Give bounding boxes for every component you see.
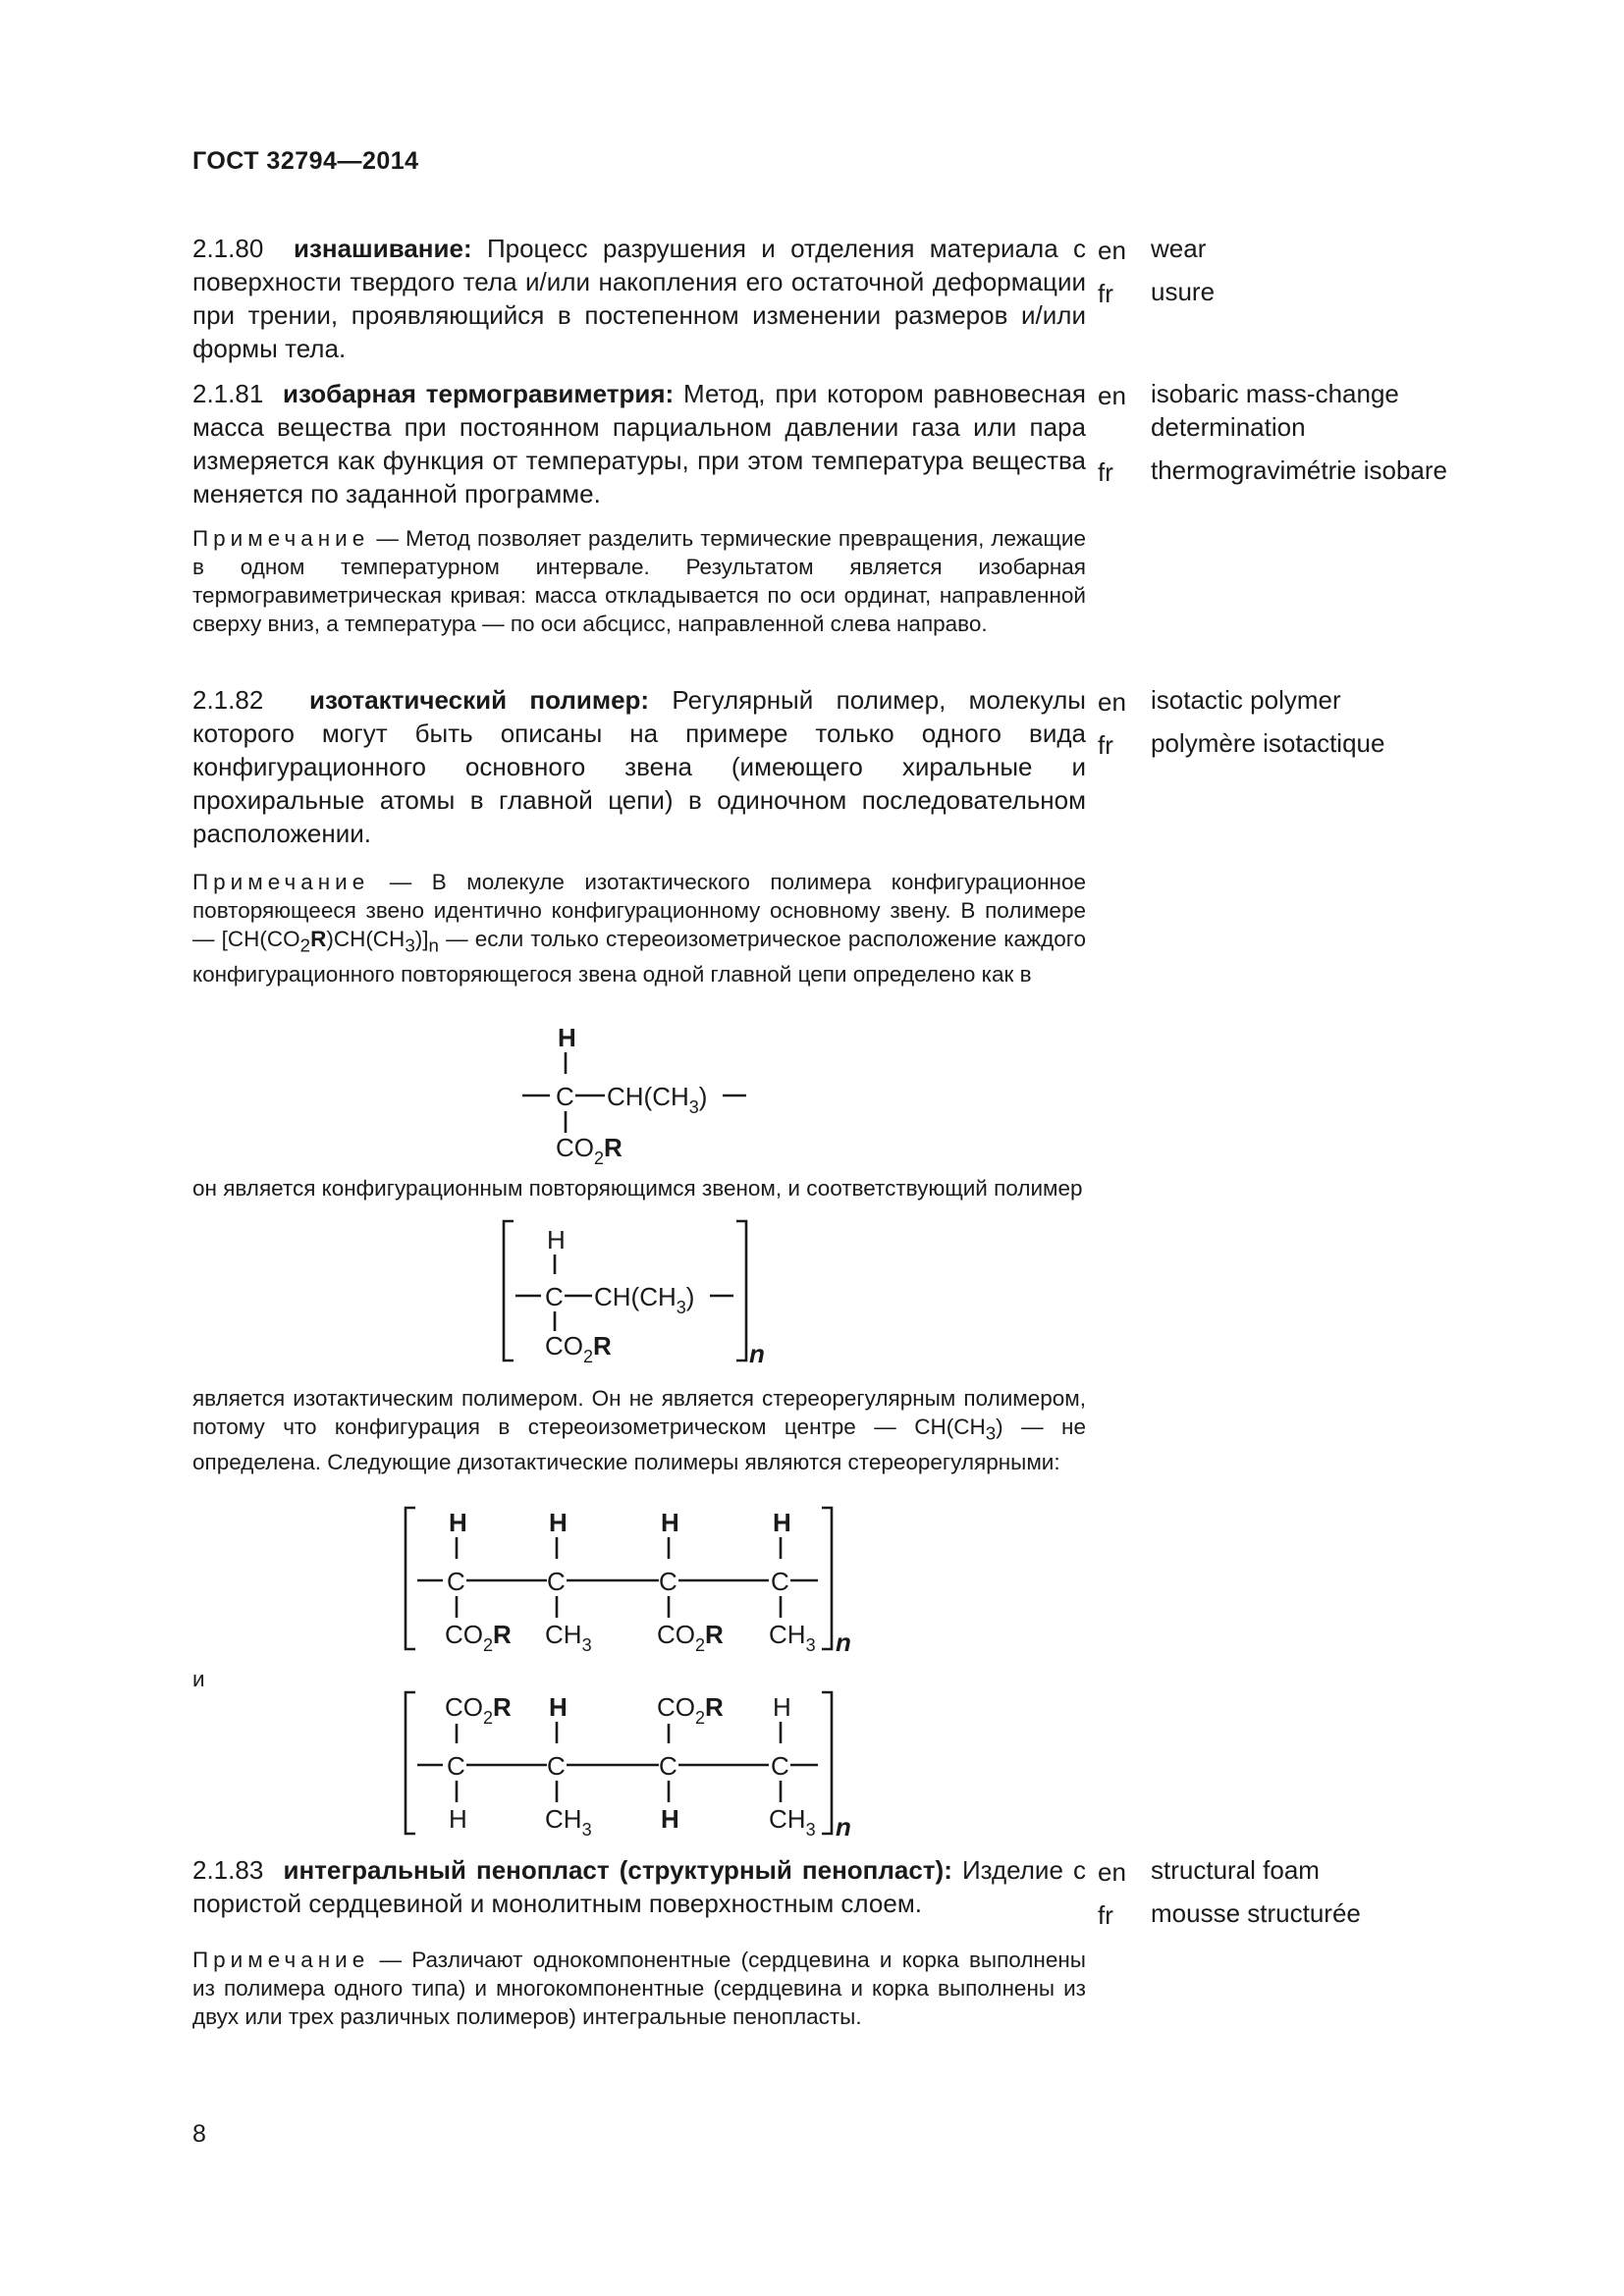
note-text: Метод позволяет разделить термические превращения, лежащие в одном температурном интервале. Результатом является изобарная термогравиметрическая кривая: масса откладывается по оси ординат, направленной сверху вниз, а температура — по оси абсцисс, направленной слева направо. (192, 526, 1086, 636)
term-number: 2.1.80 (192, 234, 264, 263)
term-number: 2.1.81 (192, 379, 264, 408)
lang-fr-label: fr (1098, 457, 1113, 487)
term-name: изотактический полимер: (308, 685, 650, 715)
note-dash: — (389, 870, 412, 894)
atom-c: C (545, 1282, 564, 1311)
term-2-1-83 (192, 1853, 1086, 1920)
group-ch-ch3: $CH(CH_3)$ (607, 1082, 708, 1117)
structure-repeating-unit (511, 1021, 766, 1168)
document-header: ГОСТ 32794—2014 (192, 147, 419, 175)
svg-text:H: H (773, 1508, 791, 1537)
svg-text:C: C (771, 1567, 789, 1596)
note-label: Примечание (192, 870, 370, 894)
note-text-formula: В полимере — $[CH(CO_2R)CH(CH_3)]_n$ — если только стереоизометрическое расположение каждого конфигурационного повторяющегося звена одной главной цепи определено как в (192, 898, 1086, 987)
term-name: интегральный пенопласт (структурный пенопласт): (283, 1855, 952, 1885)
group-ch-ch3: $CH(CH_3)$ (594, 1282, 695, 1317)
translation-fr: polymère isotactique (1151, 728, 1385, 758)
translation-en: wear (1151, 234, 1207, 263)
svg-text:CH3: $CH_3$ (769, 1620, 816, 1655)
translation-en: isobaric mass-change determination (1151, 379, 1399, 442)
svg-text:C: C (447, 1567, 465, 1596)
term-2-1-81 (192, 377, 1086, 510)
note-label: Примечание (192, 526, 370, 551)
translation-en: isotactic polymer (1151, 685, 1341, 715)
atom-c: C (556, 1082, 574, 1111)
svg-text:H: H (661, 1804, 679, 1834)
svg-text:C: C (547, 1567, 566, 1596)
lang-fr-label: fr (1098, 279, 1113, 308)
svg-text:n: n (836, 1628, 851, 1657)
svg-text:H: H (549, 1692, 568, 1722)
svg-text:CH3: $CH_3$ (769, 1804, 816, 1840)
structure-isotactic-polymer (496, 1213, 790, 1375)
term-definition: Процесс разрушения и отделения материала с поверхности твердого тела и/или накопления его остаточной деформации при трении, проявляющийся в постепенном изменении размеров и/или формы тела. (192, 234, 1087, 363)
svg-text:H: H (449, 1804, 467, 1834)
note-dash: — (379, 1948, 402, 1972)
svg-text:C: C (659, 1567, 677, 1596)
term-definition: Изделие с пористой сердцевиной и монолитным поверхностным слоем. (192, 1855, 1086, 1918)
translation-en: structural foam (1151, 1855, 1320, 1885)
structure-syndiotactic-polymer-2 (398, 1686, 908, 1853)
term-name: изобарная термогравиметрия: (283, 379, 675, 408)
svg-text:H: H (449, 1508, 467, 1537)
lang-en-label: en (1098, 687, 1126, 717)
term-2-1-80 (192, 232, 1086, 365)
svg-text:C: C (447, 1751, 465, 1781)
lang-en-label: en (1098, 1857, 1126, 1887)
term-number: 2.1.83 (192, 1855, 264, 1885)
term-2-1-82 (192, 683, 1086, 850)
svg-text:H: H (773, 1692, 791, 1722)
note-text: В молекуле изотактического полимера конфигурационное повторяющееся звено идентично конфигурационному основному звену. (192, 870, 1086, 923)
svg-text:CO2R: $CO_2R$ (657, 1620, 724, 1655)
term-name: изнашивание: (293, 234, 472, 263)
translation-fr: thermogravimétrie isobare (1151, 455, 1448, 485)
note-text-stereoregular: является изотактическим полимером. Он не является стереорегулярным полимером, потому что конфигурация в стереоизометрическом центре — $CH(CH_3)$ — не определена. Следующие дизотактические полимеры являются стереорегулярными: (192, 1386, 1086, 1474)
conjunction-and: и (192, 1667, 205, 1691)
note-2-1-83 (192, 1946, 1086, 2031)
svg-text:CO2R: $CO_2R$ (445, 1620, 512, 1655)
svg-text:H: H (661, 1508, 679, 1537)
svg-text:CO2R: $CO_2R$ (657, 1692, 724, 1728)
term-definition: Метод, при котором равновесная масса вещества при постоянном парциальном давлении газа или пара измеряется как функция от температуры, при этом температура вещества меняется по заданной программе. (192, 379, 1086, 508)
note-label: Примечание (192, 1948, 370, 1972)
lang-en-label: en (1098, 236, 1126, 265)
svg-text:C: C (771, 1751, 789, 1781)
term-definition: Регулярный полимер, молекулы которого могут быть описаны на примере только одного вида конфигурационного основного звена (имеющего хиральные и прохиральные атомы в главной цепи) в одиночном последовательном расположении. (192, 685, 1086, 848)
structure-syndiotactic-polymer-1 (398, 1502, 908, 1669)
svg-text:CH3: $CH_3$ (545, 1620, 592, 1655)
svg-text:H: H (549, 1508, 568, 1537)
svg-text:n: n (836, 1812, 851, 1842)
svg-text:CH3: $CH_3$ (545, 1804, 592, 1840)
lang-fr-label: fr (1098, 730, 1113, 760)
group-co2r: $CO_2R$ (556, 1133, 623, 1168)
translation-fr: usure (1151, 277, 1216, 306)
note-text-polymer: он является конфигурационным повторяющимся звеном, и соответствующий полимер (192, 1176, 1083, 1201)
note-text: Различают однокомпонентные (сердцевина и корка выполнены из полимера одного типа) и многокомпонентные (сердцевина и корка выполнены из двух или трех различных полимеров) интегральные пенопласты. (192, 1948, 1086, 2029)
translation-fr: mousse structurée (1151, 1898, 1361, 1928)
page-number: 8 (192, 2120, 206, 2148)
atom-h: H (547, 1225, 566, 1255)
term-number: 2.1.82 (192, 685, 264, 715)
svg-text:C: C (547, 1751, 566, 1781)
group-co2r: $CO_2R$ (545, 1331, 612, 1366)
note-2-1-81 (192, 524, 1086, 638)
lang-fr-label: fr (1098, 1900, 1113, 1930)
note-dash: — (376, 526, 399, 551)
subscript-n: n (749, 1339, 765, 1368)
lang-en-label: en (1098, 381, 1126, 410)
svg-text:C: C (659, 1751, 677, 1781)
svg-text:CO2R: $CO_2R$ (445, 1692, 512, 1728)
note-2-1-82 (192, 868, 1086, 988)
atom-h: H (558, 1023, 576, 1052)
